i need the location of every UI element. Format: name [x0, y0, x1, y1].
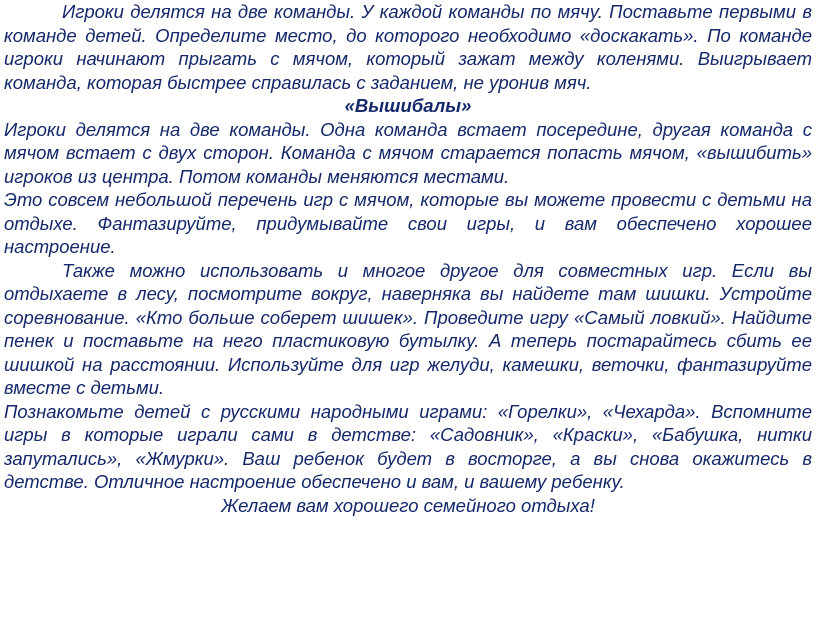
paragraph-forest-games: Также можно использовать и многое другое для совместных игр. Если вы отдыхаете в лесу, посмотрите вокруг, наверняка вы найдете там шишки. Устройте соревнование. «Кто больше соберет шишек». Проведите игру «Самый ловкий». Найдите пенек и поставьте на него пластиковую бутылку. А теперь постарайтесь сбить ее шишкой на расстоянии. Используйте для игр желуди, камешки, веточки, фантазируйте вместе с детьми. — [4, 259, 812, 398]
document-body — [4, 0, 812, 517]
section-heading-vyshibaly: «Вышибалы» — [344, 95, 472, 116]
closing-wish: Желаем вам хорошего семейного отдыха! — [221, 494, 595, 516]
paragraph-vyshibaly-rules: Игроки делятся на две команды. Одна команда встает посередине, другая команда с мячом встает с двух сторон. Команда с мячом старается попасть мячом, «вышибить» игроков из центра. Потом команды меняются местами. — [4, 118, 812, 187]
paragraph-ball-games-summary: Это совсем небольшой перечень игр с мячом, которые вы можете провести с детьми на отдыхе. Фантазируйте, придумывайте свои игры, и вам обеспечено хорошее настроение. — [4, 189, 812, 257]
paragraph-folk-games: Познакомьте детей с русскими народными играми: «Горелки», «Чехарда». Вспомните игры в которые играли сами в детстве: «Садовник», «Краски», «Бабушка, нитки запутались», «Жмурки». Ваш ребенок будет в восторге, а вы снова окажитесь в детстве. Отличное настроение обеспечено и вам, и вашему ребенку. — [4, 400, 812, 492]
paragraph-ball-relay: Игроки делятся на две команды. У каждой команды по мячу. Поставьте первыми в команде детей. Определите место, до которого необходимо «доскакать». По команде игроки начинают прыгать с мячом, который зажат между коленями. Выигрывает команда, которая быстрее справилась с заданием, не уронив мяч. — [4, 1, 812, 93]
